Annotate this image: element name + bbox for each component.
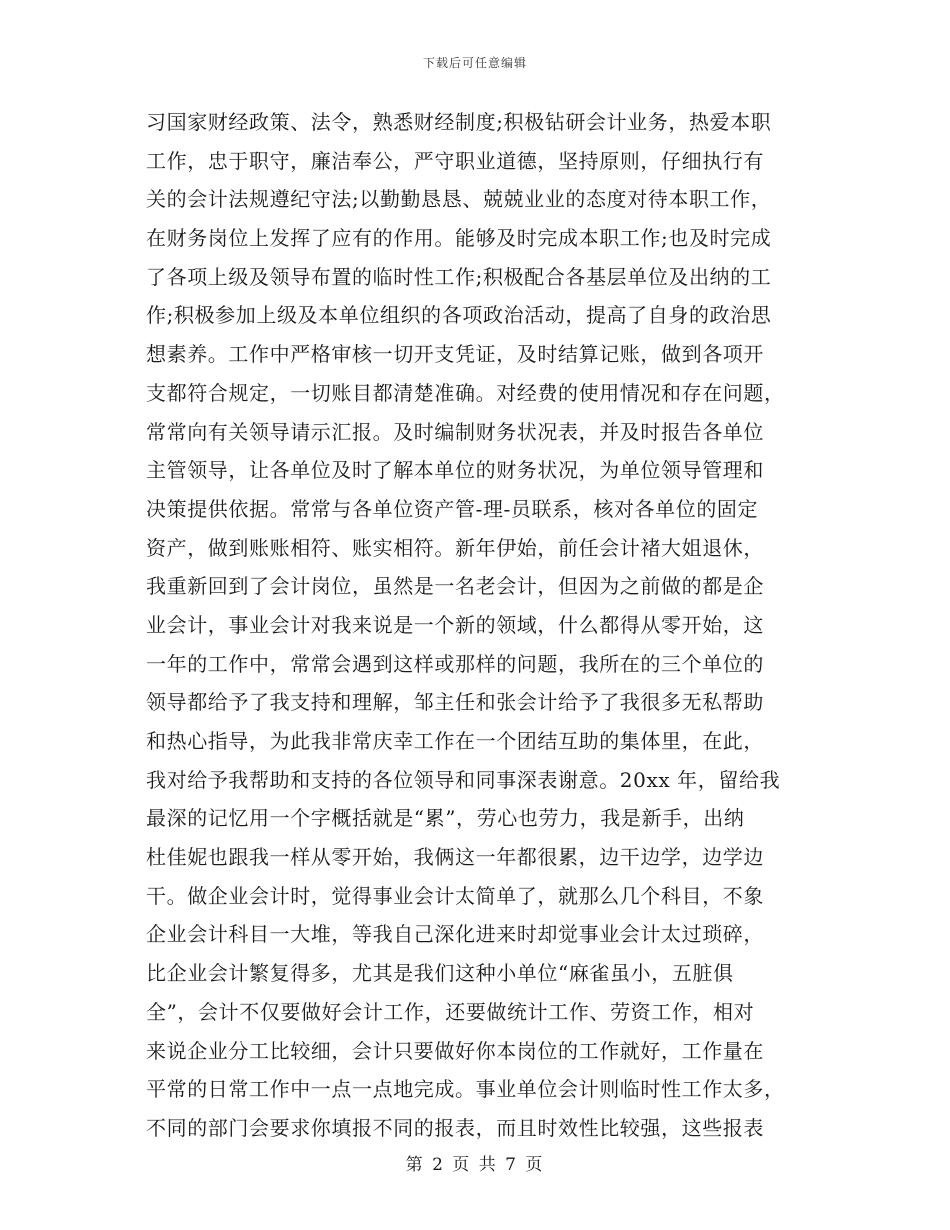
text-line: 企业会计科目一大堆，等我自己深化进来时却觉事业会计太过琐碎，	[146, 922, 764, 947]
header-note: 下载后可任意编辑	[422, 56, 527, 70]
text-line: 工作，忠于职守，廉洁奉公，严守职业道德，坚持原则，仔细执行有	[146, 148, 764, 173]
text-line: 决策提供依据。常常与各单位资产管-理-员联系，核对各单位的固定	[146, 496, 759, 521]
text-line: 习国家财经政策、法令，熟悉财经制度;积极钻研会计业务，热爱本职	[146, 110, 772, 134]
text-line: 作;积极参加上级及本单位组织的各项政治活动，提高了自身的政治思	[146, 303, 772, 328]
text-line: 最深的记忆用一个字概括就是“累”，劳心也劳力，我是新手，出纳	[146, 806, 745, 831]
text-line: 我重新回到了会计岗位，虽然是一名老会计，但因为之前做的都是企	[146, 574, 764, 599]
text-line: 在财务岗位上发挥了应有的作用。能够及时完成本职工作;也及时完成	[146, 226, 772, 251]
text-line: 一年的工作中，常常会遇到这样或那样的问题，我所在的三个单位的	[146, 651, 764, 676]
body-text	[146, 103, 806, 1148]
text-line: 全”，会计不仅要做好会计工作，还要做统计工作、劳资工作，相对	[146, 999, 755, 1024]
text-line: 了各项上级及领导布置的临时性工作;积极配合各基层单位及出纳的工	[146, 264, 772, 289]
text-line: 我对给予我帮助和支持的各位领导和同事深表谢意。20xx 年，留给我	[146, 767, 781, 792]
text-line: 关的会计法规遵纪守法;以勤勤恳恳、兢兢业业的态度对待本职工作，	[146, 187, 772, 212]
text-line: 主管领导，让各单位及时了解本单位的财务状况，为单位领导管理和	[146, 458, 764, 483]
text-line: 支都符合规定，一切账目都清楚准确。对经费的使用情况和存在问题，	[146, 380, 785, 405]
text-line: 不同的部门会要求你填报不同的报表，而且时效性比较强，这些报表	[146, 1115, 764, 1140]
text-line: 来说企业分工比较细，会计只要做好你本岗位的工作就好，工作量在	[146, 1038, 764, 1063]
text-line: 想素养。工作中严格审核一切开支凭证，及时结算记账，做到各项开	[146, 342, 764, 367]
text-line: 杜佳妮也跟我一样从零开始，我俩这一年都很累，边干边学，边学边	[146, 845, 764, 870]
text-line: 资产，做到账账相符、账实相符。新年伊始，前任会计褚大姐退休，	[146, 535, 764, 560]
text-line: 平常的日常工作中一点一点地完成。事业单位会计则临时性工作太多，	[146, 1077, 785, 1102]
text-line: 和热心指导，为此我非常庆幸工作在一个团结互助的集体里，在此，	[146, 729, 764, 753]
text-line: 干。做企业会计时，觉得事业会计太简单了，就那么几个科目，不象	[146, 883, 764, 908]
text-line: 常常向有关领导请示汇报。及时编制财务状况表，并及时报告各单位	[146, 419, 764, 444]
page-number: 第 2 页 共 7 页	[405, 1155, 545, 1175]
text-line: 领导都给予了我支持和理解，邹主任和张会计给予了我很多无私帮助	[146, 690, 764, 715]
text-line: 比企业会计繁复得多，尤其是我们这种小单位“麻雀虽小，五脏俱	[146, 961, 734, 986]
text-line: 业会计，事业会计对我来说是一个新的领域，什么都得从零开始，这	[146, 612, 764, 637]
